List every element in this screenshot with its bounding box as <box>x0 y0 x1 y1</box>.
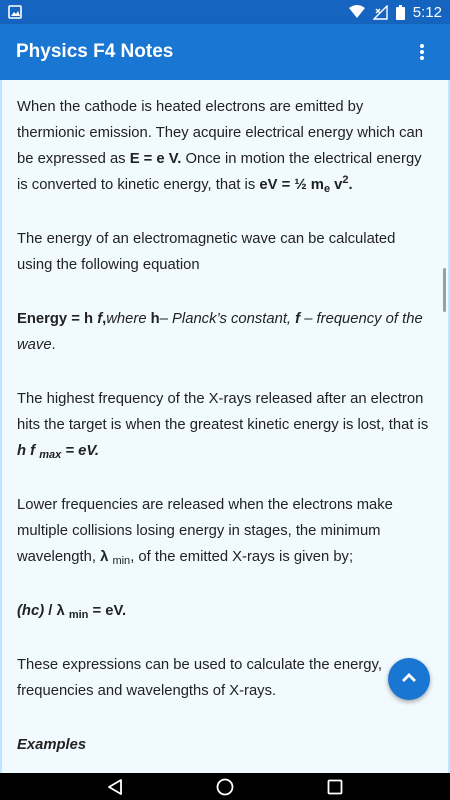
recents-icon[interactable] <box>327 779 343 795</box>
navigation-bar <box>0 773 450 800</box>
wifi-icon <box>349 5 365 19</box>
paragraph-highest-frequency: The highest frequency of the X-rays released after an electron hits the target is when the greatest kinetic energy is lost, that is h f $_{max}$ = eV. <box>17 391 429 461</box>
paragraph-energy-equation: Energy = h f,where h– Planck’s constant, f – frequency of the wave. <box>17 311 423 353</box>
paragraph-min-wavelength: Lower frequencies are released when the electrons make multiple collisions losing energy in stages, the minimum wavelength, λ $_{min}$, of the emitted X-rays is given by; <box>17 497 393 567</box>
paragraph-cathode: When the cathode is heated electrons are emitted by thermionic emission. They acquire electrical energy which can be expressed as E = e V. Once in motion the electrical energy is converted to kinetic energy, that is eV = ½ $m_e$ $v^2$. <box>17 99 424 195</box>
paragraph-wavelength-equation: (hc) / λ $_{min}$ = eV. <box>17 603 127 621</box>
app-bar <box>0 24 450 80</box>
status-bar <box>0 0 450 24</box>
notes-content[interactable] <box>0 80 450 773</box>
paragraph-expressions: These expressions can be used to calculate the energy, frequencies and wavelengths of X-rays. <box>17 657 382 699</box>
image-icon <box>8 5 22 19</box>
chevron-up-icon <box>401 670 417 688</box>
status-time: 5:12 <box>412 3 442 21</box>
scrollbar-thumb[interactable] <box>443 268 446 312</box>
home-icon[interactable] <box>216 778 234 796</box>
paragraph-em-wave: The energy of an electromagnetic wave can be calculated using the following equation <box>17 231 396 273</box>
page-title: Physics F4 Notes <box>16 41 174 62</box>
more-vert-icon[interactable] <box>410 32 434 72</box>
examples-heading: Examples <box>17 737 87 753</box>
scroll-to-top-button[interactable] <box>388 658 430 700</box>
battery-icon <box>396 5 405 20</box>
back-icon[interactable] <box>107 778 123 796</box>
signal-icon <box>373 5 388 20</box>
